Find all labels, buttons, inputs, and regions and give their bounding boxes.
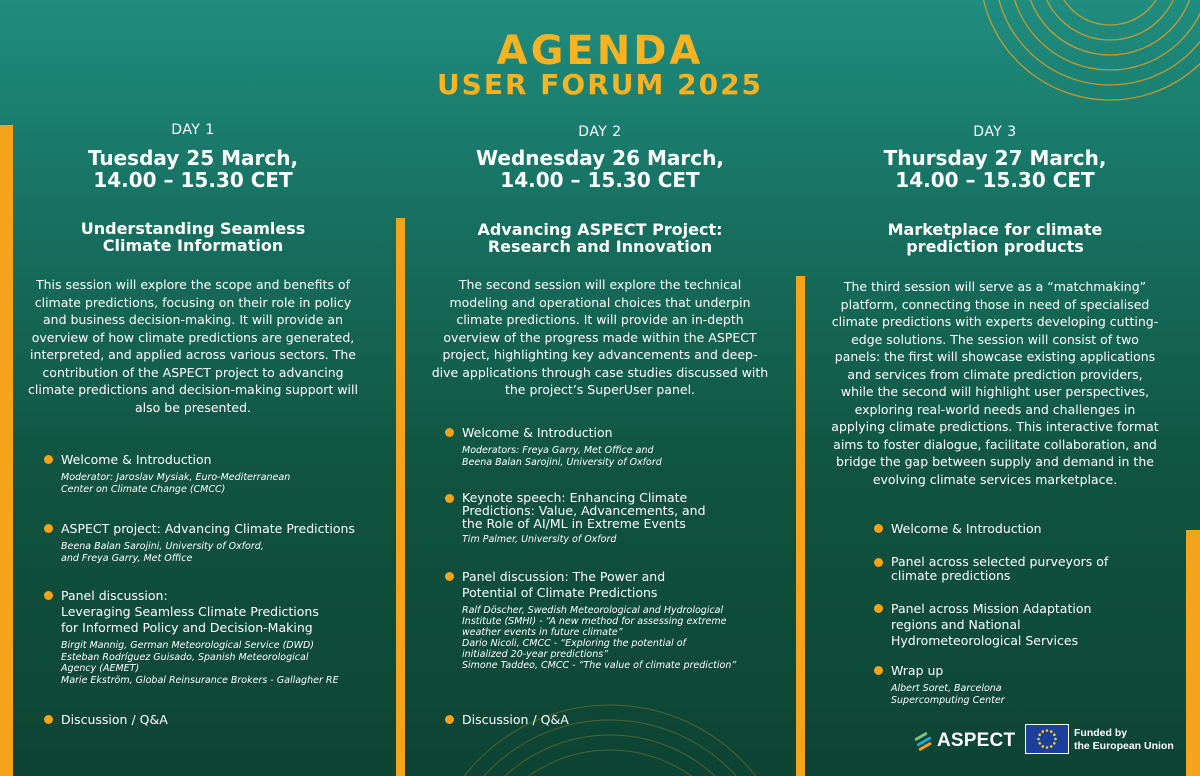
bullet-icon	[44, 715, 53, 724]
agenda-item-title: Discussion / Q&A	[61, 712, 168, 727]
bullet-icon	[445, 715, 454, 724]
agenda-item-title: Welcome & Introduction	[462, 425, 613, 440]
day-label: DAY 1	[171, 122, 215, 138]
session-title: Understanding Seamless Climate Information	[80, 219, 306, 255]
agenda-item-title: Discussion / Q&A	[462, 712, 569, 727]
session-title: Advancing ASPECT Project: Research and Innovation	[477, 220, 723, 256]
bullet-icon	[874, 604, 883, 613]
agenda-item	[44, 521, 360, 564]
bullet-icon	[874, 666, 883, 675]
agenda-item-title: Panel discussion: Leveraging Seamless Climate Predictions for Informed Policy and Decision-Making	[61, 588, 319, 635]
agenda-item	[874, 521, 1160, 537]
agenda-item	[445, 425, 770, 468]
decorative-arcs-bottom	[330, 690, 890, 776]
agenda-item-speakers: Moderator: Jaroslav Mysiak, Euro-Mediterranean Center on Climate Change (CMCC)	[61, 472, 291, 495]
agenda-item-title: Panel across Mission Adaptation regions and National Hydrometeorological Services	[891, 601, 1092, 648]
aspect-logo-mark-icon	[914, 731, 934, 751]
bullet-icon	[44, 455, 53, 464]
agenda-item-title: Welcome & Introduction	[61, 452, 212, 467]
day-date: Tuesday 25 March, 14.00 – 15.30 CET	[87, 146, 299, 192]
agenda-title: AGENDA	[496, 28, 704, 74]
agenda-item-speakers: Albert Soret, Barcelona Supercomputing Center	[891, 683, 1005, 706]
agenda-item	[445, 712, 770, 728]
eu-stars-icon	[1026, 725, 1068, 753]
session-description: The second session will explore the technical modeling and operational choices that underpin climate predictions. It will provide an in-depth overview of the progress made within the ASPECT project, highlighting key advancements and deep-dive applications through case studies discussed with the project’s SuperUser panel.	[431, 277, 769, 397]
agenda-item	[874, 663, 1160, 706]
agenda-item-speakers: Birgit Mannig, German Meteorological Service (DWD) Esteban Rodríguez Guisado, Spanish Meteorological Agency (AEMET) Marie Ekström, Global Reinsurance Brokers - Gallagher RE	[61, 640, 339, 686]
bullet-icon	[44, 524, 53, 533]
day-label: DAY 2	[578, 124, 622, 140]
agenda-item-speakers: Moderators: Freya Garry, Met Office and Beena Balan Sarojini, University of Oxford	[462, 445, 662, 468]
agenda-item	[874, 555, 1160, 583]
bullet-icon	[445, 428, 454, 437]
agenda-item-speakers: Beena Balan Sarojini, University of Oxford, and Freya Garry, Met Office	[61, 541, 264, 564]
session-description: This session will explore the scope and benefits of climate predictions, focusing on their role in policy and business decision-making. It will provide an overview of how climate predictions are generated, interpreted, and applied across various sectors. The contribution of the ASPECT project to advancing climate predictions and decision-making support will also be presented.	[28, 277, 358, 415]
agenda-item	[445, 491, 770, 546]
agenda-item-title: Keynote speech: Enhancing Climate Predictions: Value, Advancements, and the Role of AI/ML in Extreme Events	[462, 490, 706, 531]
agenda-item-speakers: Ralf Döscher, Swedish Meteorological and Hydrological Institute (SMHI) - “A new method for assessing extreme weather events in future climate” Dario Nicoli, CMCC - “Exploring the potential of initialized 20-year predictions” Simone Taddeo, CMCC - “The value of climate prediction”	[462, 605, 737, 671]
agenda-item-title: Welcome & Introduction	[891, 521, 1042, 536]
forum-subtitle: USER FORUM 2025	[436, 68, 764, 101]
bullet-icon	[445, 494, 454, 503]
accent-stripe-day3	[796, 276, 805, 776]
agenda-item	[44, 588, 360, 686]
agenda-item	[874, 601, 1160, 649]
day-label: DAY 3	[973, 124, 1017, 140]
bullet-icon	[445, 572, 454, 581]
bullet-icon	[874, 558, 883, 567]
day-date: Wednesday 26 March, 14.00 – 15.30 CET	[476, 146, 724, 192]
session-title: Marketplace for climate prediction products	[887, 220, 1103, 256]
accent-stripe-left	[0, 125, 13, 776]
accent-stripe-day2	[396, 218, 405, 776]
aspect-logo-text: ASPECT	[937, 730, 1016, 751]
eu-flag-icon	[1025, 724, 1069, 754]
agenda-item	[44, 452, 360, 495]
agenda-item-title: Wrap up	[891, 663, 944, 678]
agenda-item-title: Panel discussion: The Power and Potential of Climate Predictions	[462, 569, 666, 600]
eu-funding-text: Funded by the European Union	[1074, 727, 1174, 752]
agenda-item-title: Panel across selected purveyors of climate predictions	[891, 554, 1109, 583]
day-date: Thursday 27 March, 14.00 – 15.30 CET	[883, 146, 1107, 192]
agenda-item	[44, 712, 360, 728]
bullet-icon	[874, 524, 883, 533]
aspect-logo	[914, 728, 1018, 754]
session-description: The third session will serve as a “matchmaking” platform, connecting those in need of specialised climate predictions with experts developing cutting-edge solutions. The session will consist of two panels: the first will showcase existing applications and services from climate prediction providers, while the second will highlight user perspectives, exploring real-world needs and challenges in applying climate predictions. This interactive format aims to foster dialogue, facilitate collaboration, and bridge the gap between supply and demand in the evolving climate services marketplace.	[831, 279, 1159, 487]
accent-stripe-right	[1186, 530, 1200, 776]
agenda-item-title: ASPECT project: Advancing Climate Predictions	[61, 521, 355, 536]
agenda-item	[445, 569, 770, 671]
bullet-icon	[44, 591, 53, 600]
agenda-item-speakers: Tim Palmer, University of Oxford	[462, 534, 617, 545]
